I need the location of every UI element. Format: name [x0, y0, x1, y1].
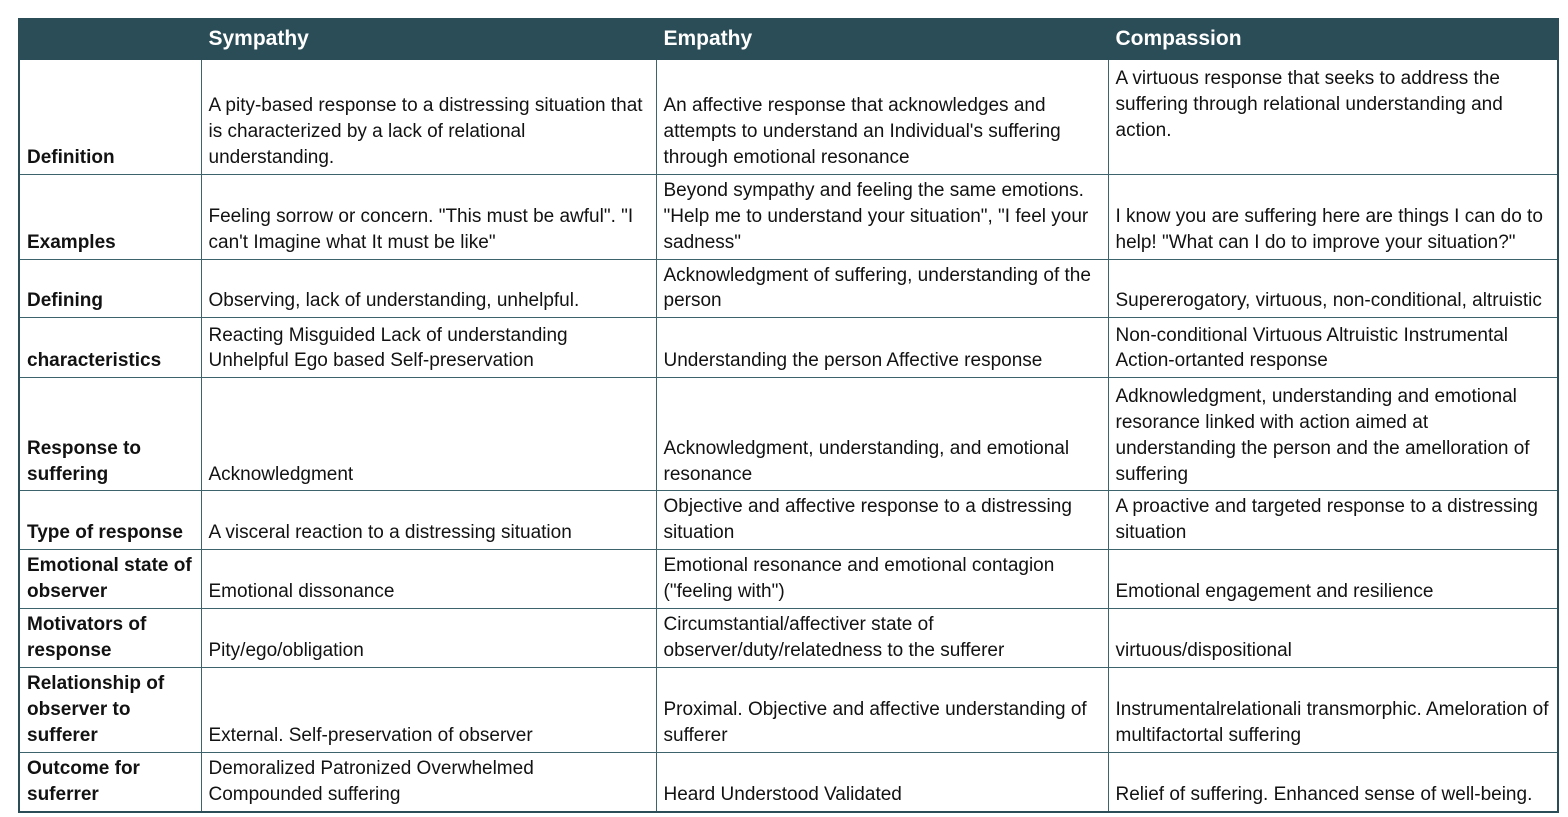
table-row-response-to-suffering — [19, 378, 1558, 491]
row-label: Examples — [19, 174, 201, 259]
row-label: Defining — [19, 259, 201, 318]
cell-empathy: Emotional resonance and emotional contagion ("feeling with") — [656, 550, 1108, 609]
table-row-relationship — [19, 668, 1558, 752]
table-row-outcome — [19, 752, 1558, 812]
table-row-type-of-response — [19, 491, 1558, 550]
cell-sympathy: Feeling sorrow or concern. "This must be awful". "I can't Imagine what It must be like" — [201, 174, 656, 259]
table-row-emotional-state — [19, 550, 1558, 609]
cell-empathy: Beyond sympathy and feeling the same emotions. "Help me to understand your situation", "I feel your sadness" — [656, 174, 1108, 259]
table-row-characteristics — [19, 318, 1558, 378]
column-header-sympathy: Sympathy — [201, 19, 656, 59]
cell-compassion: Relief of suffering. Enhanced sense of well-being. — [1108, 752, 1558, 812]
cell-empathy: Acknowledgment of suffering, understanding of the person — [656, 259, 1108, 318]
cell-sympathy: A visceral reaction to a distressing situation — [201, 491, 656, 550]
cell-compassion: virtuous/dispositional — [1108, 609, 1558, 668]
corner-cell — [19, 19, 201, 59]
cell-empathy: Proximal. Objective and affective understanding of sufferer — [656, 668, 1108, 752]
cell-sympathy: Acknowledgment — [201, 378, 656, 491]
row-label: Outcome for suferrer — [19, 752, 201, 812]
cell-compassion: A virtuous response that seeks to address the suffering through relational understanding and action. — [1108, 59, 1558, 174]
column-header-empathy: Empathy — [656, 19, 1108, 59]
cell-compassion: Adknowledgment, understanding and emotional resorance linked with action aimed at understanding the person and the amelloration of suffering — [1108, 378, 1558, 491]
cell-sympathy: Reacting Misguided Lack of understanding Unhelpful Ego based Self-preservation — [201, 318, 656, 378]
cell-compassion: Instrumentalrelationali transmorphic. Ameloration of multifactortal suffering — [1108, 668, 1558, 752]
table-row-definition — [19, 59, 1558, 174]
row-label: characteristics — [19, 318, 201, 378]
row-label: Definition — [19, 59, 201, 174]
table-row-motivators — [19, 609, 1558, 668]
cell-sympathy: Pity/ego/obligation — [201, 609, 656, 668]
cell-compassion: I know you are suffering here are things I can do to help! "What can I do to improve your situation?" — [1108, 174, 1558, 259]
table-row-examples — [19, 174, 1558, 259]
cell-compassion: Emotional engagement and resilience — [1108, 550, 1558, 609]
row-label: Response to suffering — [19, 378, 201, 491]
header-row — [19, 19, 1558, 59]
row-label: Relationship of observer to sufferer — [19, 668, 201, 752]
row-label: Motivators of response — [19, 609, 201, 668]
cell-compassion: Non-conditional Virtuous Altruistic Instrumental Action-ortanted response — [1108, 318, 1558, 378]
cell-sympathy: Emotional dissonance — [201, 550, 656, 609]
row-label: Emotional state of observer — [19, 550, 201, 609]
cell-empathy: Understanding the person Affective response — [656, 318, 1108, 378]
table-row-defining — [19, 259, 1558, 318]
cell-compassion: A proactive and targeted response to a distressing situation — [1108, 491, 1558, 550]
cell-sympathy: Observing, lack of understanding, unhelpful. — [201, 259, 656, 318]
column-header-compassion: Compassion — [1108, 19, 1558, 59]
cell-sympathy: External. Self-preservation of observer — [201, 668, 656, 752]
cell-sympathy: A pity-based response to a distressing situation that is characterized by a lack of relational understanding. — [201, 59, 656, 174]
row-label: Type of response — [19, 491, 201, 550]
cell-sympathy: Demoralized Patronized Overwhelmed Compounded suffering — [201, 752, 656, 812]
cell-compassion: Supererogatory, virtuous, non-conditional, altruistic — [1108, 259, 1558, 318]
cell-empathy: Heard Understood Validated — [656, 752, 1108, 812]
comparison-table — [18, 18, 1559, 813]
cell-empathy: Circumstantial/affectiver state of observer/duty/relatedness to the sufferer — [656, 609, 1108, 668]
cell-empathy: Acknowledgment, understanding, and emotional resonance — [656, 378, 1108, 491]
cell-empathy: An affective response that acknowledges and attempts to understand an Individual's suffering through emotional resonance — [656, 59, 1108, 174]
cell-empathy: Objective and affective response to a distressing situation — [656, 491, 1108, 550]
